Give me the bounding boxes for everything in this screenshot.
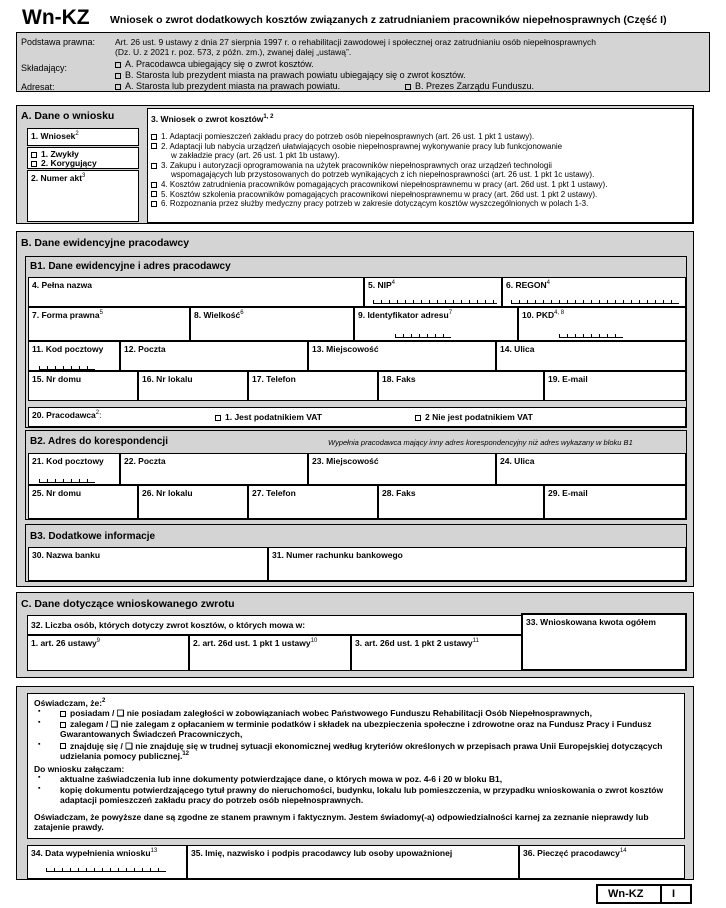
checkbox-icon: [151, 163, 157, 169]
declaration-item-3[interactable]: ▪ znajduję się / ❑ nie znajduję się w trudnej sytuacji ekonomicznej według kryteriów określonych w przepisach prawa Unii Europejskiej dotyczących udzielania pomocy publicznej.$^{12}$: [34, 741, 678, 761]
checkbox-icon: [60, 722, 66, 728]
section-c-title: C. Dane dotyczące wnioskowanego zwrotu: [21, 598, 235, 610]
checkbox-icon: [415, 415, 421, 421]
section-c: [16, 592, 694, 678]
block-b3: [25, 524, 687, 582]
field-32-1-art-26[interactable]: 1. art. 26 ustawy$^9$: [27, 635, 189, 671]
field-7-legal-form[interactable]: 7. Forma prawna$^5$: [28, 307, 190, 341]
field-6-regon[interactable]: 6. REGON$^4$: [502, 277, 686, 307]
legal-basis-box: [16, 32, 710, 92]
regon-digit-boxes: [511, 298, 679, 304]
checkbox-icon: [31, 161, 37, 167]
cost-type-4[interactable]: 4. Kosztów zatrudnienia pracowników pomagających pracownikowi niepełnosprawnemu w pracy (art. 26d ust. 1 pkt 1 ustawy).: [151, 180, 689, 190]
addressee-option-a[interactable]: A. Starosta lub prezydent miasta na prawach powiatu.: [115, 81, 340, 91]
applicant-label: Składający:: [21, 63, 68, 73]
field-32-3-art-26d-pkt2[interactable]: 3. art. 26d ust. 1 pkt 2 ustawy$^{11}$: [351, 635, 525, 671]
field-20-employer-vat: 20. Pracodawca$^2$: 1. Jest podatnikiem VAT 2 Nie jest podatnikiem VAT: [28, 407, 686, 427]
declaration-section: [16, 686, 694, 880]
footer-form-id: [596, 884, 692, 904]
addressee-label: Adresat:: [21, 82, 55, 92]
field-2-case-number[interactable]: 2. Numer akt$^3$: [27, 170, 139, 222]
cost-type-1[interactable]: 1. Adaptacji pomieszczeń zakładu pracy do potrzeb osób niepełnosprawnych (art. 26 ust. 1 pkt 1 ustawy).: [151, 132, 689, 142]
cost-type-3-cont: wspomagających lub przystosowanych do potrzeb wynikających z ich niepełnosprawności (art. 26 ust. 1 pkt 1c ustawy).: [171, 170, 595, 180]
attachments-label: Do wniosku załączam:: [34, 763, 125, 774]
checkbox-icon: [405, 84, 411, 90]
checkbox-icon: [60, 743, 66, 749]
applicant-option-a[interactable]: A. Pracodawca ubiegający się o zwrot kosztów.: [115, 59, 314, 69]
declaration-item-2[interactable]: ▪ zalegam / ❑ nie zalegam z opłacaniem w terminie podatków i składek na ubezpieczenia społeczne i zdrowotne oraz na Fundusz Pracy i Fundusz Gwarantowanych Świadczeń Pracowniczych,: [34, 719, 678, 739]
field-28-fax[interactable]: 28. Faks: [378, 485, 544, 519]
checkbox-icon: [31, 152, 37, 158]
field-30-bank-name[interactable]: 30. Nazwa banku: [28, 547, 268, 581]
cost-type-6[interactable]: 6. Rozpoznania przez służby medyczny pracy potrzeb w zakresie dotyczącym kosztów wyszczególnionych w polach 1-3.: [151, 199, 689, 209]
field-10-pkd[interactable]: 10. PKD$^{4, 8}$: [518, 307, 686, 341]
cost-type-2[interactable]: 2. Adaptacji lub nabycia urządzeń ułatwiających osobie niepełnosprawnej wykonywanie pracy lub funkcjonowanie: [151, 142, 689, 152]
field-32-label-cell: 32. Liczba osób, których dotyczy zwrot kosztów, o których mowa w:: [27, 615, 525, 635]
b3-title: B3. Dodatkowe informacje: [30, 531, 156, 542]
addressee-option-b[interactable]: B. Prezes Zarządu Funduszu.: [405, 81, 534, 91]
field-31-account-number[interactable]: 31. Numer rachunku bankowego: [268, 547, 686, 581]
basis-text-2: (Dz. U. z 2021 r. poz. 573, z późn. zm.), zwanej dalej „ustawą”.: [115, 47, 352, 57]
checkbox-icon: [151, 134, 157, 140]
footer-part: I: [672, 888, 676, 900]
section-a-title: A. Dane o wniosku: [21, 110, 115, 122]
declaration-intro: Oświadczam, że:$^2$: [34, 698, 106, 708]
field-13-city[interactable]: 13. Miejscowość: [308, 341, 496, 371]
section-b-title: B. Dane ewidencyjne pracodawcy: [21, 237, 190, 249]
checkbox-icon: [215, 415, 221, 421]
field-12-post-office[interactable]: 12. Poczta: [120, 341, 308, 371]
truth-statement: Oświadczam, że powyższe dane są zgodne ze stanem prawnym i faktycznym. Jestem świadomy(-a) odpowiedzialności karnej za zeznanie nieprawdy lub zatajenie prawdy.: [34, 811, 649, 832]
field-29-email[interactable]: 29. E-mail: [544, 485, 686, 519]
checkbox-icon: [151, 191, 157, 197]
section-a: [16, 105, 694, 224]
checkbox-icon: [115, 84, 121, 90]
b1-title: B1. Dane ewidencyjne i adres pracodawcy: [30, 261, 231, 272]
cost-type-2-cont: w zakładzie pracy (art. 26 ust. 1 pkt 1b ustawy).: [171, 151, 340, 161]
postal-code-digit-boxes: [39, 477, 95, 483]
field-11-postal-code[interactable]: 11. Kod pocztowy: [28, 341, 120, 371]
attachment-2: ▪ kopię dokumentu potwierdzającego tytuł prawny do nieruchomości, budynku, lokalu lub pomieszczenia, w przypadku wnioskowania o zwrot kosztów adaptacji pomieszczeń zakładu pracy do potrzeb osób niepełnosprawnych.: [34, 785, 678, 805]
footer-code: Wn-KZ: [608, 888, 644, 900]
field-19-email[interactable]: 19. E-mail: [544, 371, 686, 401]
block-b2: [25, 430, 687, 520]
field-17-phone[interactable]: 17. Telefon: [248, 371, 378, 401]
field-15-house-number[interactable]: 15. Nr domu: [28, 371, 138, 401]
applicant-option-b[interactable]: B. Starosta lub prezydent miasta na prawach powiatu ubiegający się o zwrot kosztów.: [115, 70, 466, 80]
footer-divider: [660, 886, 662, 902]
block-b1: [25, 256, 687, 428]
checkbox-icon: [115, 62, 121, 68]
field-5-nip[interactable]: 5. NIP$^4$: [364, 277, 502, 307]
field-8-size[interactable]: 8. Wielkość$^6$: [190, 307, 354, 341]
checkbox-icon: [151, 143, 157, 149]
declaration-body: [27, 693, 685, 839]
field-3-label: 3. Wniosek o zwrot kosztów$^{1, 2}$: [151, 114, 274, 124]
date-digit-boxes: [46, 866, 166, 872]
checkbox-icon: [151, 182, 157, 188]
declaration-item-1[interactable]: ▪ posiadam / ❑ nie posiadam zaległości w zobowiązaniach wobec Państwowego Funduszu Rehabilitacji Osób Niepełnosprawnych,: [34, 708, 678, 718]
field-14-street[interactable]: 14. Ulica: [496, 341, 686, 371]
attachment-1: ▪ aktualne zaświadczenia lub inne dokumenty potwierdzające dane, o których mowa w poz. 4-6 i 20 w bloku B1,: [34, 774, 678, 784]
basis-text-1: Art. 26 ust. 9 ustawy z dnia 27 sierpnia 1997 r. o rehabilitacji zawodowej i społecznej oraz zatrudnianiu osób niepełnosprawnych: [115, 37, 597, 47]
form-code: Wn-KZ: [22, 6, 90, 29]
field-3-cost-types: [147, 108, 693, 223]
cost-type-3[interactable]: 3. Zakupu i autoryzacji oprogramowania na użytek pracowników niepełnosprawnych oraz urządzeń technologii: [151, 161, 689, 171]
field-32-2-art-26d-pkt1[interactable]: 2. art. 26d ust. 1 pkt 1 ustawy$^{10}$: [189, 635, 351, 671]
postal-code-digit-boxes: [39, 364, 95, 370]
address-id-digit-boxes: [395, 332, 451, 338]
cost-type-list: [151, 132, 689, 209]
field-23-city[interactable]: 23. Miejscowość: [308, 453, 496, 485]
basis-label: Podstawa prawna:: [21, 37, 96, 47]
b2-note: Wypełnia pracodawca mający inny adres korespondencyjny niż adres wykazany w bloku B1: [328, 438, 633, 447]
section-b: [16, 231, 694, 587]
checkbox-icon: [60, 711, 66, 717]
form-title: Wniosek o zwrot dodatkowych kosztów związanych z zatrudnianiem pracowników niepełnosprawnych (Część I): [110, 14, 667, 26]
cost-type-5[interactable]: 5. Kosztów szkolenia pracowników pomagających pracownikowi niepełnosprawnemu w pracy (art. 26d ust. 1 pkt 2 ustawy).: [151, 190, 689, 200]
nip-digit-boxes: [373, 298, 497, 304]
field-34-date[interactable]: 34. Data wypełnienia wniosku$^{13}$: [27, 845, 187, 879]
field-18-fax[interactable]: 18. Faks: [378, 371, 544, 401]
vat-payer-option[interactable]: 1. Jest podatnikiem VAT: [215, 412, 322, 422]
field-1-options: [27, 147, 139, 169]
field-4-full-name[interactable]: 4. Pełna nazwa: [28, 277, 364, 307]
checkbox-icon: [151, 201, 157, 207]
b2-title: B2. Adres do korespondencji: [30, 436, 168, 447]
field-27-phone[interactable]: 27. Telefon: [248, 485, 378, 519]
field-9-address-id[interactable]: 9. Identyfikator adresu$^7$: [354, 307, 518, 341]
field-26-apartment-number[interactable]: 26. Nr lokalu: [138, 485, 248, 519]
option-korygujacy[interactable]: 2. Korygujący: [31, 159, 135, 168]
field-16-apartment-number[interactable]: 16. Nr lokalu: [138, 371, 248, 401]
field-22-post-office[interactable]: 22. Poczta: [120, 453, 308, 485]
field-1-label-cell: 1. Wniosek$^2$: [27, 128, 139, 146]
pkd-digit-boxes: [559, 332, 623, 338]
non-vat-payer-option[interactable]: 2 Nie jest podatnikiem VAT: [415, 412, 533, 422]
field-21-postal-code[interactable]: 21. Kod pocztowy: [28, 453, 120, 485]
checkbox-icon: [115, 73, 121, 79]
field-24-street[interactable]: 24. Ulica: [496, 453, 686, 485]
option-zwykly[interactable]: 1. Zwykły: [31, 150, 135, 159]
field-35-signature[interactable]: 35. Imię, nazwisko i podpis pracodawcy lub osoby upoważnionej: [187, 845, 519, 879]
field-33-total-amount[interactable]: 33. Wnioskowana kwota ogółem: [521, 613, 687, 671]
field-36-stamp[interactable]: 36. Pieczęć pracodawcy$^{14}$: [519, 845, 685, 879]
field-25-house-number[interactable]: 25. Nr domu: [28, 485, 138, 519]
